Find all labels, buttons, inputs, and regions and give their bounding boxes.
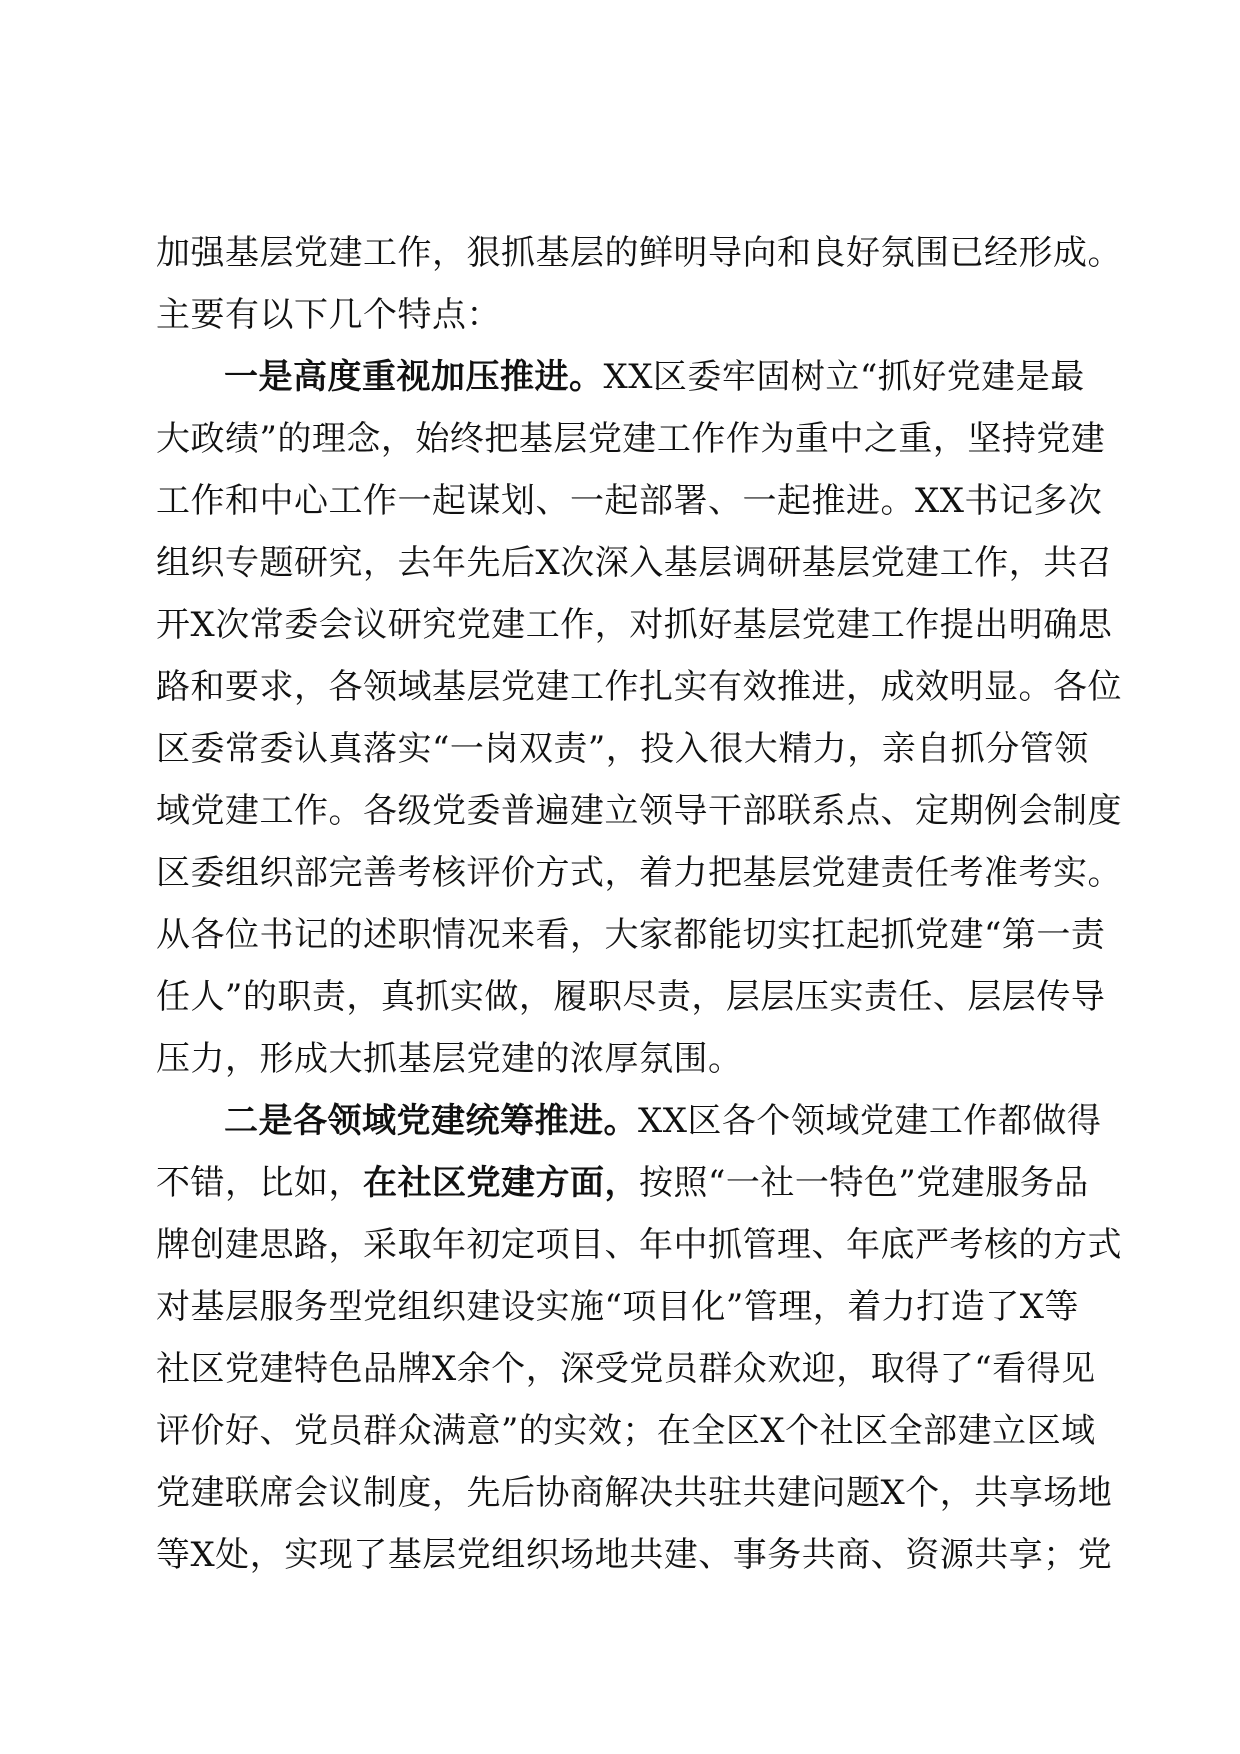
text-line: 路和要求，各领域基层党建工作扎实有效推进，成效明显。各位 [156, 667, 1122, 707]
paragraph-two-lead: 二是各领域党建统筹推进。 [224, 1101, 638, 1141]
text-line: 任人”的职责，真抓实做，履职尽责，层层压实责任、层层传导 [156, 977, 1106, 1017]
paragraph-two-start [156, 1090, 1101, 1152]
paragraph-one-lead: 一是高度重视加压推进。 [224, 357, 604, 397]
text-line: 牌创建思路，采取年初定项目、年中抓管理、年底严考核的方式 [156, 1225, 1122, 1265]
paragraph-one-start [156, 346, 1101, 408]
text-line: 从各位书记的述职情况来看，大家都能切实扛起抓党建“第一责 [156, 915, 1106, 955]
body-text [156, 222, 1122, 1586]
text-line: 党建联席会议制度，先后协商解决共驻共建问题X个，共享场地 [156, 1473, 1113, 1513]
text-line: 压力，形成大抓基层党建的浓厚氛围。 [156, 1039, 743, 1079]
text-line: 开X次常委会议研究党建工作，对抓好基层党建工作提出明确思 [156, 605, 1113, 645]
text-line: 对基层服务型党组织建设实施“项目化”管理，着力打造了X等 [156, 1287, 1079, 1327]
text-line: 工作和中心工作一起谋划、一起部署、一起推进。XX书记多次 [156, 481, 1103, 521]
text-line: 组织专题研究，去年先后X次深入基层调研基层党建工作，共召 [156, 543, 1113, 583]
community-party-building-lead: 在社区党建方面， [363, 1163, 639, 1203]
text-line: 社区党建特色品牌X余个，深受党员群众欢迎，取得了“看得见 [156, 1349, 1096, 1389]
text-span: XX区各个领域党建工作都做得 [638, 1101, 1102, 1141]
text-line: 加强基层党建工作，狠抓基层的鲜明导向和良好氛围已经形成。 [156, 233, 1122, 273]
text-line [156, 1152, 1101, 1214]
text-line: 大政绩”的理念，始终把基层党建工作作为重中之重，坚持党建 [156, 419, 1106, 459]
text-line: 域党建工作。各级党委普遍建立领导干部联系点、定期例会制度 [156, 791, 1122, 831]
text-span: 不错，比如， [156, 1163, 363, 1203]
text-span: 按照“一社一特色”党建服务品 [639, 1163, 1089, 1203]
text-line: 区委常委认真落实“一岗双责”，投入很大精力，亲自抓分管领 [156, 729, 1089, 769]
text-line: 主要有以下几个特点： [156, 295, 501, 335]
text-span: XX区委牢固树立“抓好党建是最 [603, 357, 1085, 397]
text-line: 区委组织部完善考核评价方式，着力把基层党建责任考准考实。 [156, 853, 1122, 893]
text-line: 评价好、党员群众满意”的实效；在全区X个社区全部建立区域 [156, 1411, 1096, 1451]
text-line: 等X处，实现了基层党组织场地共建、事务共商、资源共享；党 [156, 1535, 1113, 1575]
